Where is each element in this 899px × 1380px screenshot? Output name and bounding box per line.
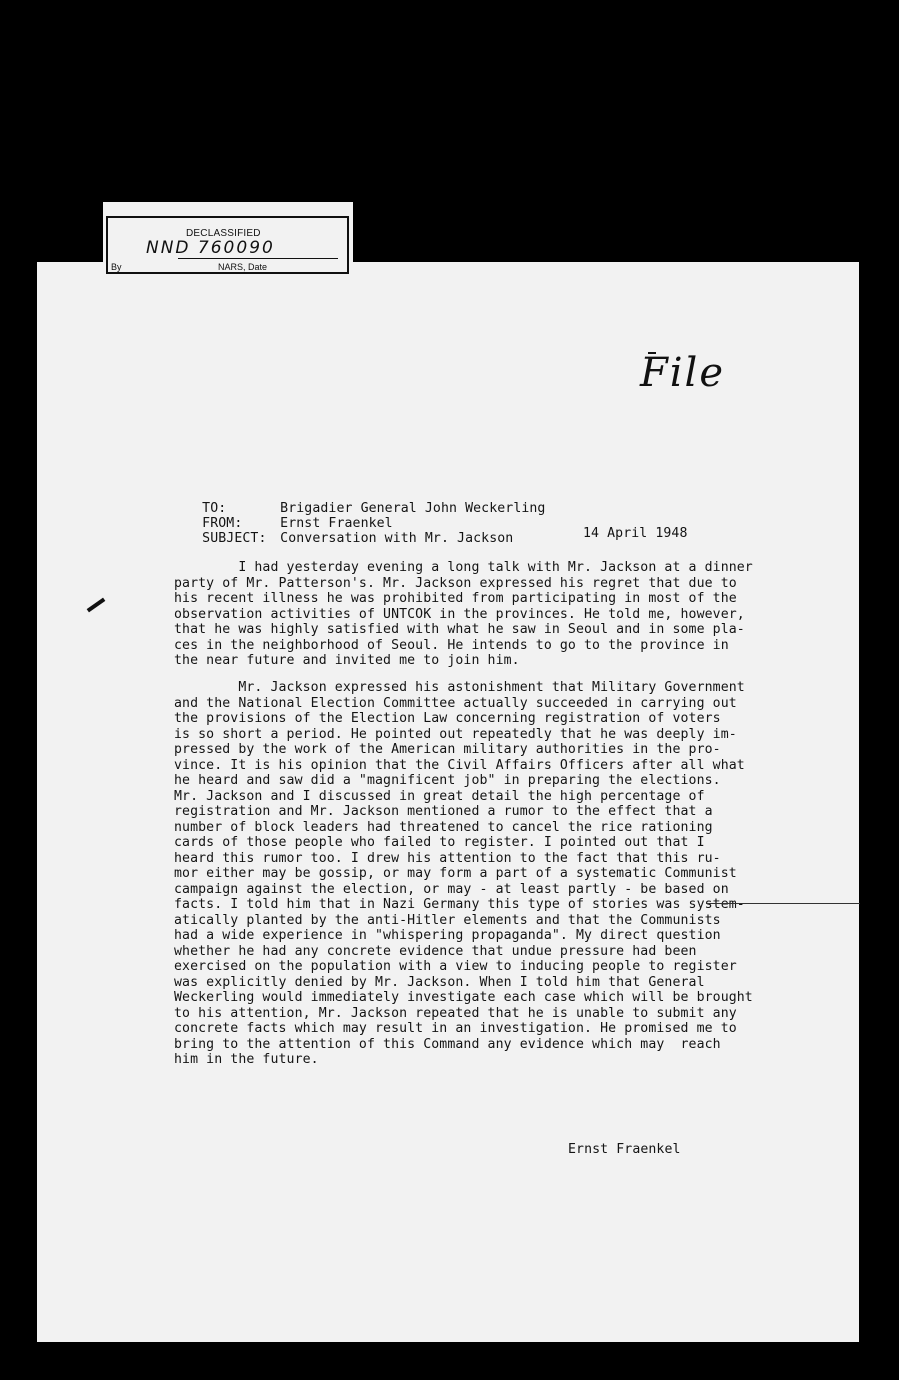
text-line: vince. It is his opinion that the Civil Affairs Officers after all what xyxy=(174,757,745,773)
memo-to-label: TO: xyxy=(202,501,227,516)
text-line: heard this rumor too. I drew his attention to the fact that this ru- xyxy=(174,850,721,866)
text-line: him in the future. xyxy=(174,1052,319,1067)
text-line: Mr. Jackson and I discussed in great detail the high percentage of xyxy=(174,788,705,804)
memo-date: 14 April 1948 xyxy=(583,526,688,541)
stamp-title: DECLASSIFIED xyxy=(186,228,261,239)
stray-horizontal-line xyxy=(706,903,860,904)
memo-to-value: Brigadier General John Weckerling xyxy=(280,501,546,516)
paragraph-1 xyxy=(174,560,753,669)
text-line: that he was highly satisfied with what he saw in Seoul and in some pla- xyxy=(174,622,745,637)
text-line: had a wide experience in "whispering propaganda". My direct question xyxy=(174,928,721,943)
memo-from-value: Ernst Fraenkel xyxy=(280,516,393,531)
stamp-authority-number: NND 760090 xyxy=(146,238,275,258)
text-line: was explicitly denied by Mr. Jackson. When I told him that General xyxy=(174,974,705,990)
text-line: party of Mr. Patterson's. Mr. Jackson expressed his regret that due to xyxy=(174,575,737,591)
declassified-stamp xyxy=(106,216,349,274)
memo-signature: Ernst Fraenkel xyxy=(568,1142,681,1157)
text-line: he heard and saw did a "magnificent job" in preparing the elections. xyxy=(174,773,721,788)
memo-to-row xyxy=(170,486,546,516)
paragraph-2 xyxy=(174,680,753,1068)
text-line: registration and Mr. Jackson mentioned a rumor to the effect that a xyxy=(174,804,713,819)
text-line: bring to the attention of this Command any evidence which may reach xyxy=(174,1036,721,1052)
text-line: cards of those people who failed to register. I pointed out that I xyxy=(174,835,705,850)
text-line: atically planted by the anti-Hitler elements and that the Communists xyxy=(174,912,721,928)
text-line: I had yesterday evening a long talk with Mr. Jackson at a dinner xyxy=(174,560,753,575)
text-line: facts. I told him that in Nazi Germany this type of stories was system- xyxy=(174,897,745,912)
text-line: exercised on the population with a view to inducing people to register xyxy=(174,959,737,974)
memo-subject-row xyxy=(170,516,514,546)
text-line: the provisions of the Election Law concerning registration of voters xyxy=(174,711,721,726)
text-line: his recent illness he was prohibited from participating in most of the xyxy=(174,591,737,606)
text-line: mor either may be gossip, or may form a part of a systematic Communist xyxy=(174,866,737,881)
text-line: campaign against the election, or may - at least partly - be based on xyxy=(174,881,729,897)
memo-subject-value: Conversation with Mr. Jackson xyxy=(280,531,514,546)
stamp-by-label: By xyxy=(111,262,122,272)
stamp-underline xyxy=(178,258,338,259)
text-line: ces in the neighborhood of Seoul. He intends to go to the province in xyxy=(174,637,729,653)
memo-from-label: FROM: xyxy=(202,516,243,531)
text-line: number of block leaders had threatened to cancel the rice rationing xyxy=(174,819,713,835)
text-line: pressed by the work of the American military authorities in the pro- xyxy=(174,742,721,757)
text-line: Weckerling would immediately investigate each case which will be brought xyxy=(174,990,753,1005)
text-line: Mr. Jackson expressed his astonishment that Military Government xyxy=(174,680,745,695)
text-line: observation activities of UNTCOK in the provinces. He told me, however, xyxy=(174,606,745,622)
text-line: whether he had any concrete evidence that undue pressure had been xyxy=(174,943,697,959)
memo-from-row xyxy=(170,501,393,531)
text-line: the near future and invited me to join him. xyxy=(174,653,520,668)
handwritten-file-note: File xyxy=(640,350,726,396)
text-line: to his attention, Mr. Jackson repeated that he is unable to submit any xyxy=(174,1005,737,1021)
stamp-nars-date-label: NARS, Date xyxy=(218,262,268,272)
text-line: concrete facts which may result in an investigation. He promised me to xyxy=(174,1021,737,1036)
memo-subject-label: SUBJECT: xyxy=(202,531,267,546)
text-line: and the National Election Committee actually succeeded in carrying out xyxy=(174,695,737,711)
text-line: is so short a period. He pointed out repeatedly that he was deeply im- xyxy=(174,726,737,742)
